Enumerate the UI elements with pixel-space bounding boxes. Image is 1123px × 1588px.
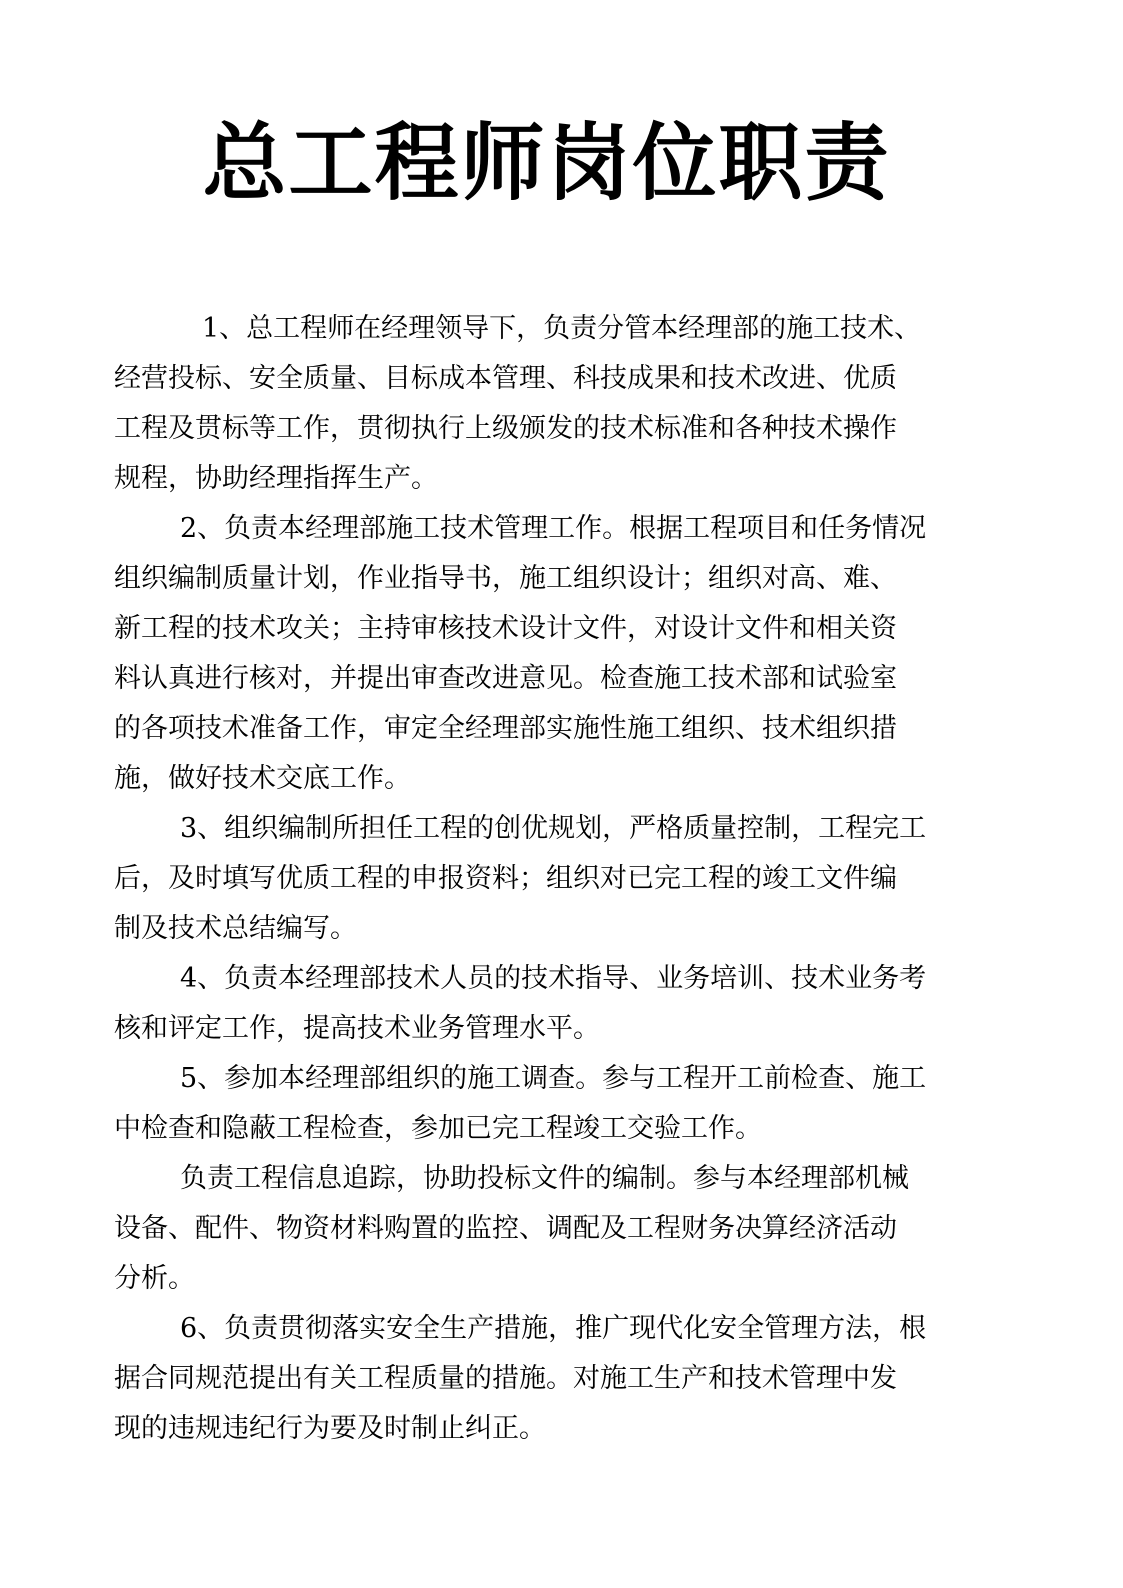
text-line: 工程及贯标等工作，贯彻执行上级颁发的技术标准和各种技术操作 (114, 413, 897, 444)
text-line: 3、组织编制所担任工程的创优规划，严格质量控制，工程完工 (180, 813, 927, 844)
text-line: 施，做好技术交底工作。 (114, 763, 411, 794)
document-body (114, 304, 994, 1454)
text-line: 现的违规违纪行为要及时制止纠正。 (114, 1413, 546, 1444)
text-line: 设备、配件、物资材料购置的监控、调配及工程财务决算经济活动 (114, 1213, 897, 1244)
paragraph-5 (114, 1054, 994, 1154)
paragraph-2 (114, 504, 994, 804)
text-line: 负责工程信息追踪，协助投标文件的编制。参与本经理部机械 (180, 1163, 909, 1194)
paragraph-1 (114, 304, 994, 504)
paragraph-6 (114, 1304, 994, 1454)
text-line: 组织编制质量计划，作业指导书，施工组织设计；组织对高、难、 (114, 563, 897, 594)
text-line: 2、负责本经理部施工技术管理工作。根据工程项目和任务情况 (180, 513, 927, 544)
text-line: 4、负责本经理部技术人员的技术指导、业务培训、技术业务考 (180, 963, 927, 994)
paragraph-4 (114, 954, 994, 1054)
text-line: 据合同规范提出有关工程质量的措施。对施工生产和技术管理中发 (114, 1363, 897, 1394)
text-line: 的各项技术准备工作，审定全经理部实施性施工组织、技术组织措 (114, 713, 897, 744)
text-line: 后，及时填写优质工程的申报资料；组织对已完工程的竣工文件编 (114, 863, 897, 894)
document-title: 总工程师岗位职责 (202, 114, 891, 212)
text-line: 制及技术总结编写。 (114, 913, 357, 944)
text-line: 料认真进行核对，并提出审查改进意见。检查施工技术部和试验室 (114, 663, 897, 694)
text-line: 规程，协助经理指挥生产。 (114, 463, 438, 494)
text-line: 核和评定工作，提高技术业务管理水平。 (114, 1013, 600, 1044)
paragraph-5-continued (114, 1154, 994, 1304)
text-line: 1、总工程师在经理领导下，负责分管本经理部的施工技术、 (202, 313, 922, 344)
text-line: 6、负责贯彻落实安全生产措施，推广现代化安全管理方法，根 (180, 1313, 927, 1344)
text-line: 新工程的技术攻关；主持审核技术设计文件，对设计文件和相关资 (114, 613, 897, 644)
text-line: 分析。 (114, 1263, 195, 1294)
text-line: 5、参加本经理部组织的施工调查。参与工程开工前检查、施工 (180, 1063, 927, 1094)
paragraph-3 (114, 804, 994, 954)
text-line: 中检查和隐蔽工程检查，参加已完工程竣工交验工作。 (114, 1113, 762, 1144)
text-line: 经营投标、安全质量、目标成本管理、科技成果和技术改进、优质 (114, 363, 897, 394)
